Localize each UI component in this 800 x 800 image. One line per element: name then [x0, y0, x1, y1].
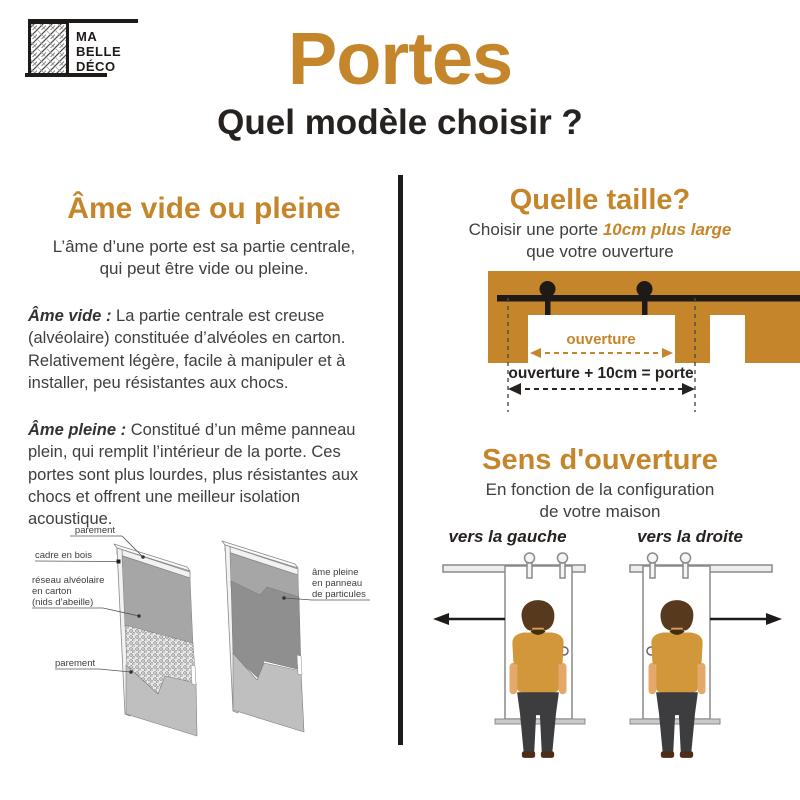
slide-right-scene: [630, 553, 782, 758]
ame-intro: [28, 236, 380, 281]
brand-line-2: BELLE: [76, 44, 122, 59]
ame-vide-label: Âme vide :: [28, 306, 112, 325]
solid-core-door-drawing: [222, 541, 304, 732]
slide-left-scene: [433, 553, 585, 758]
sens-subtitle: [410, 479, 790, 523]
left-arrow: [433, 613, 505, 625]
taille-subtitle: [410, 219, 790, 263]
ame-pleine-paragraph: [28, 419, 380, 531]
brand-line-3: DÉCO: [76, 59, 116, 74]
taille-line1-prefix: Choisir une porte: [468, 220, 599, 239]
ame-pleine-text: Constitué d’un même panneau plein, qui remplit l’intérieur de la porte. Ces portes sont plus lourdes, plus résistantes aux chocs et offrent une meilleur isolation acoustique.: [28, 420, 359, 529]
direction-left-label: vers la gauche: [448, 527, 567, 546]
label-reseau-1: réseau alvéolaire: [32, 575, 105, 586]
brand-line-1: MA: [76, 29, 98, 44]
opening-label: ouverture: [566, 331, 636, 348]
floor: [495, 719, 585, 724]
floor: [630, 719, 720, 724]
opening-size-diagram: [480, 268, 800, 416]
label-reseau-3: (nids d’abeille): [32, 597, 94, 608]
taille-line1-highlight: 10cm plus large: [602, 220, 732, 239]
ame-heading: Âme vide ou pleine: [67, 192, 341, 225]
ame-vide-text: La partie centrale est creuse (alvéolaire) constituée d’alvéoles en carton. Relativement légère, facile à manipuler et à installer, peu résistantes aux chocs.: [28, 306, 346, 393]
slide-right-diagram: [607, 548, 792, 788]
taille-line1: [410, 219, 790, 241]
sens-heading: Sens d'ouverture: [482, 444, 718, 476]
right-arrow: [710, 613, 782, 625]
label-parement-bottom: parement: [55, 658, 96, 669]
section-ame: [28, 192, 380, 547]
label-ame-pleine-2: en panneau: [312, 578, 363, 589]
taille-heading: Quelle taille?: [509, 184, 691, 216]
sens-sub-line2: de votre maison: [539, 502, 661, 522]
cross-section-labels: [32, 525, 370, 674]
page-title: Portes: [287, 17, 513, 100]
opening-arrow: [530, 348, 673, 358]
hollow-core-door-drawing: [114, 544, 197, 736]
door-structure-diagram: [15, 515, 390, 760]
label-reseau-2: en carton: [32, 586, 72, 597]
ame-intro-line2: qui peut être vide ou pleine.: [99, 259, 309, 279]
slide-left-diagram: [423, 548, 608, 788]
label-ame-pleine-1: âme pleine: [312, 567, 359, 578]
ame-intro-line1: L’âme d’une porte est sa partie centrale,: [52, 237, 356, 256]
sens-sub-line1: En fonction de la configuration: [485, 480, 715, 499]
page-subtitle: Quel modèle choisir ?: [217, 103, 583, 142]
label-cadre: cadre en bois: [35, 550, 93, 561]
column-divider: [398, 175, 403, 745]
ame-vide-paragraph: [28, 305, 380, 395]
ame-pleine-label: Âme pleine :: [28, 420, 127, 439]
direction-right-label: vers la droite: [637, 527, 743, 546]
label-ame-pleine-3: de particules: [312, 589, 366, 600]
formula-label: ouverture + 10cm = porte: [508, 365, 694, 382]
porte-arrow: [508, 383, 695, 395]
taille-line2: que votre ouverture: [526, 242, 674, 262]
label-parement-top: parement: [74, 525, 116, 536]
